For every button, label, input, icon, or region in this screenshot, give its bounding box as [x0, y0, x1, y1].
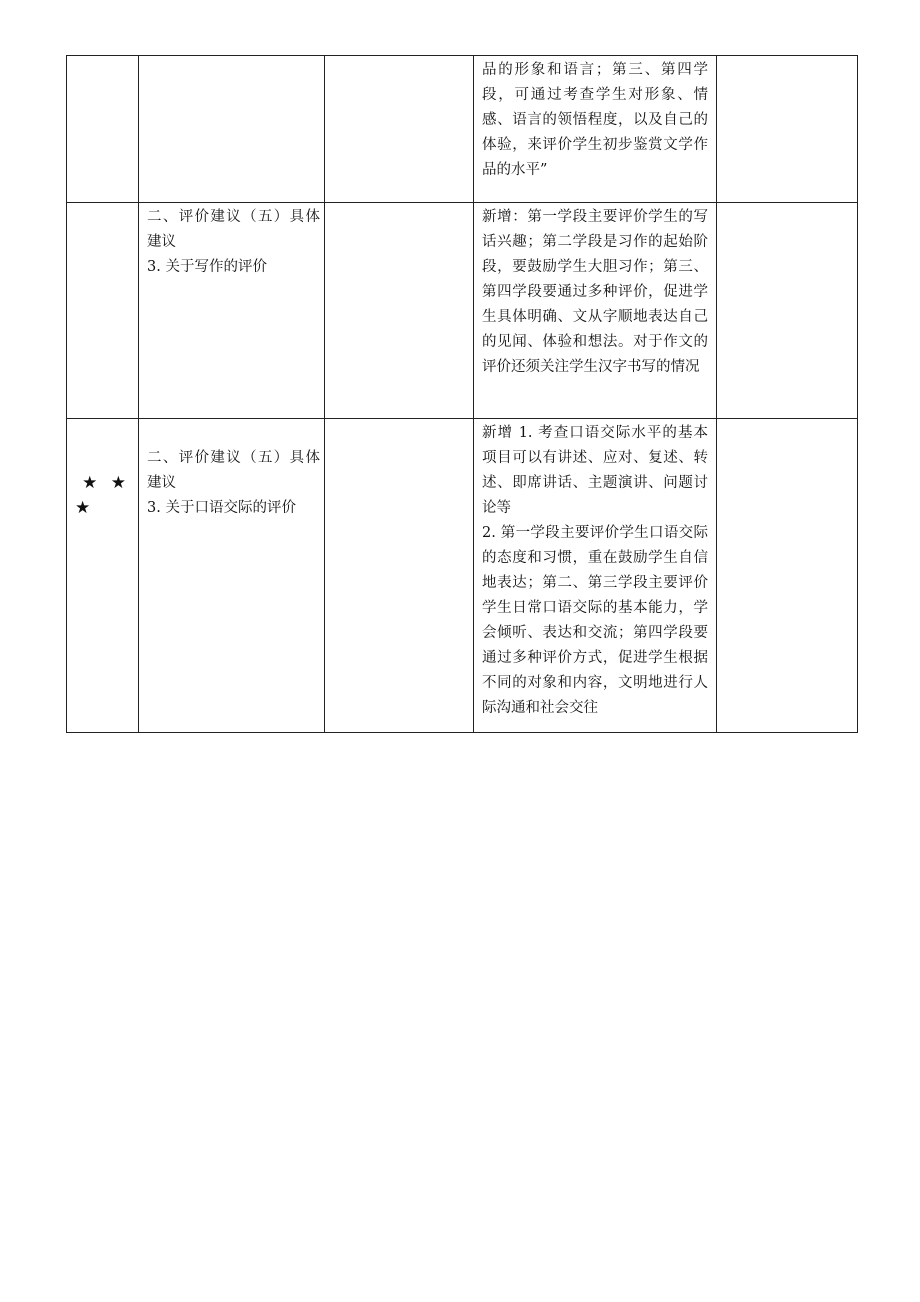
table-row — [67, 203, 858, 419]
table-row — [67, 56, 858, 203]
content-text: 品的形象和语言；第三、第四学段，可通过考查学生对形象、情感、语言的领悟程度，以及自己的体验，来评价学生初步鉴赏文学作品的水平” — [482, 62, 708, 178]
col3-text — [325, 419, 473, 421]
empty-cell — [325, 56, 474, 203]
rating-stars — [67, 419, 138, 521]
col3-text — [325, 203, 473, 205]
section-cell — [139, 56, 325, 203]
section-text — [139, 56, 324, 60]
section-text: 二、评价建议（五）具体建议 3. 关于口语交际的评价 — [147, 450, 320, 516]
notes-cell — [717, 56, 858, 203]
col3-text — [325, 56, 473, 58]
content-cell — [474, 56, 717, 203]
col5-text — [717, 56, 857, 58]
content-text: 新增：第一学段主要评价学生的写话兴趣；第二学段是习作的起始阶段，要鼓励学生大胆习作；第三、第四学段要通过多种评价，促进学生具体明确、文从字顺地表达自己的见闻、体验和想法。对于作文的评价还须关注学生汉字书写的情况 — [482, 209, 708, 375]
standards-comparison-table — [66, 55, 858, 733]
section-cell — [139, 419, 325, 733]
section-text: 二、评价建议（五）具体建议 3. 关于写作的评价 — [147, 209, 320, 275]
section-cell — [139, 203, 325, 419]
rating-cell — [67, 419, 139, 733]
empty-cell — [325, 203, 474, 419]
content-cell — [474, 203, 717, 419]
empty-cell — [325, 419, 474, 733]
rating-stars — [67, 203, 138, 255]
rating-stars — [67, 56, 138, 108]
rating-stars-line2: ★ — [75, 498, 95, 518]
rating-cell — [67, 56, 139, 203]
table-row — [67, 419, 858, 733]
content-cell — [474, 419, 717, 733]
col5-text — [717, 203, 857, 205]
notes-cell — [717, 203, 858, 419]
content-text: 新增 1. 考查口语交际水平的基本项目可以有讲述、应对、复述、转述、即席讲话、主题演讲、问题讨论等 2. 第一学段主要评价学生口语交际的态度和习惯，重在鼓励学生自信地表达；第二、第三学段主要评价学生日常口语交际的基本能力，学会倾听、表达和交流；第四学段要通过多种评价方式，促进学生根据不同的对象和内容，文明地进行人际沟通和社会交往 — [482, 425, 708, 716]
rating-cell — [67, 203, 139, 419]
col5-text — [717, 419, 857, 421]
rating-stars-line1: ★ ★ — [82, 473, 130, 493]
notes-cell — [717, 419, 858, 733]
